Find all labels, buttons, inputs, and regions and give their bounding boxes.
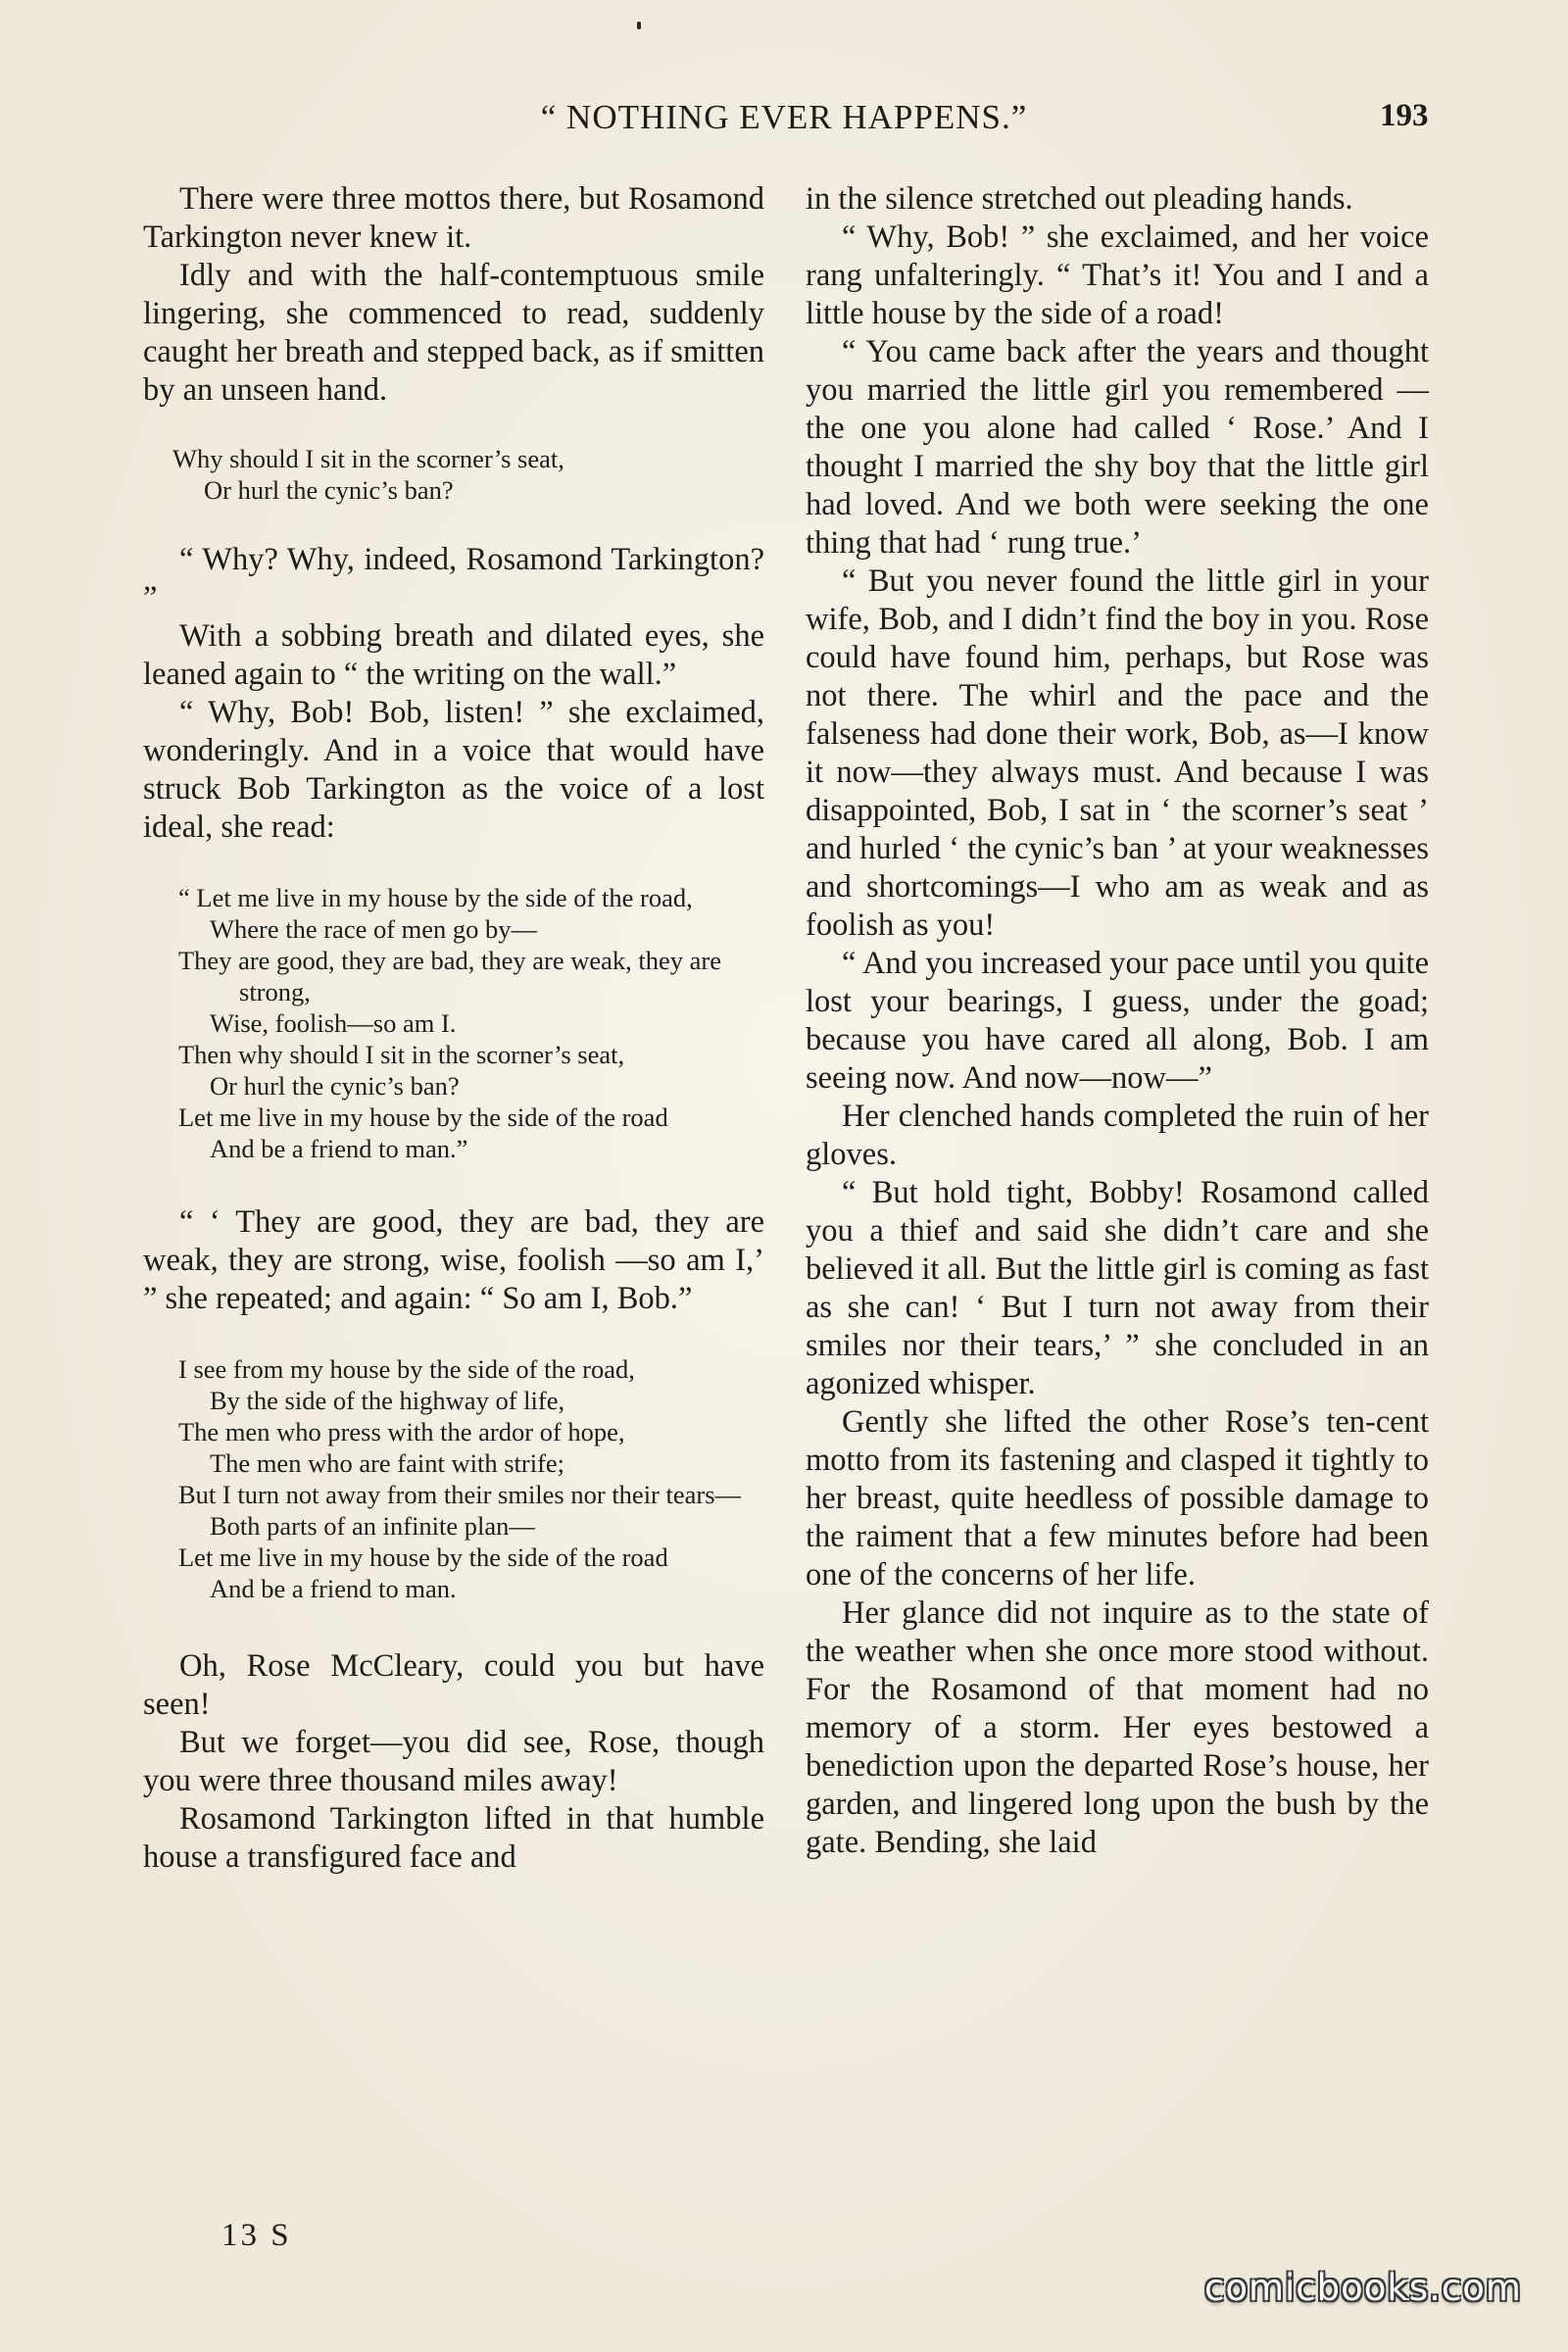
ink-speck <box>637 22 641 29</box>
paragraph: “ Why? Why, indeed, Rosamond Tarkington? ” <box>143 542 764 615</box>
verse-excerpt <box>143 443 764 506</box>
verse-line: Or hurl the cynic’s ban? <box>204 475 454 505</box>
paragraph: “ And you increased your pace until you quite lost your bearings, I guess, under the goad; because you have cared all along, Bob. I am seeing now. And now—now—” <box>806 946 1429 1096</box>
paragraph: Rosamond Tarkington lifted in that humble house a transfigured face and <box>143 1801 764 1875</box>
running-head-title: “ NOTHING EVER HAPPENS.” <box>540 98 1028 136</box>
verse-line: Then why should I sit in the scorner’s seat, <box>178 1040 625 1069</box>
paragraph: “ You came back after the years and thought you married the little girl you remembered — the one you alone had called ‘ Rose.’ And I thought I married the shy boy that the little girl had loved. And we both were seeking the one thing that had ‘ rung true.’ <box>806 334 1429 561</box>
left-column <box>143 180 764 1877</box>
verse-line: Let me live in my house by the side of the road <box>178 1102 668 1132</box>
verse-line: Both parts of an infinite plan— <box>210 1511 535 1541</box>
verse-line: And be a friend to man. <box>210 1574 457 1603</box>
paragraph: With a sobbing breath and dilated eyes, she leaned again to “ the writing on the wall.” <box>143 618 764 692</box>
site-watermark: comicbooks.com <box>1204 2267 1522 2309</box>
verse-line: But I turn not away from their smiles nor their tears— <box>178 1480 742 1509</box>
verse-line: Let me live in my house by the side of the road <box>178 1543 668 1572</box>
page-number: 193 <box>1380 98 1429 133</box>
verse-line: And be a friend to man.” <box>210 1134 468 1163</box>
verse-line: Wise, foolish—so am I. <box>210 1008 457 1038</box>
verse-line: I see from my house by the side of the road, <box>178 1354 635 1384</box>
verse-line: Where the race of men go by— <box>210 914 538 944</box>
paragraph: There were three mottos there, but Rosamond Tarkington never knew it. <box>143 181 764 255</box>
paragraph: Her clenched hands completed the ruin of her gloves. <box>806 1099 1429 1172</box>
paragraph: Gently she lifted the other Rose’s ten-cent motto from its fastening and clasped it tightly to her breast, quite heedless of possible damage to the raiment that a few minutes before had been one of the concerns of her life. <box>806 1404 1429 1592</box>
paragraph: “ Why, Bob! Bob, listen! ” she exclaimed, wonderingly. And in a voice that would have struck Bob Tarkington as the voice of a lost ideal, she read: <box>143 695 764 845</box>
paragraph: But we forget—you did see, Rose, though you were three thousand miles away! <box>143 1725 764 1798</box>
verse-line: Or hurl the cynic’s ban? <box>210 1071 460 1101</box>
verse-line: “ Let me live in my house by the side of the road, <box>178 883 693 912</box>
paragraph: Oh, Rose McCleary, could you but have seen! <box>143 1648 764 1722</box>
verse-line: By the side of the highway of life, <box>210 1386 565 1415</box>
verse-line: The men who press with the ardor of hope, <box>178 1417 625 1446</box>
printer-signature-mark: 13 S <box>221 2218 292 2253</box>
paragraph: “ Why, Bob! ” she exclaimed, and her voice rang unfalteringly. “ That’s it! You and I and a little house by the side of a road! <box>806 220 1429 331</box>
poem <box>143 882 764 1164</box>
paragraph: “ ‘ They are good, they are bad, they are weak, they are strong, wise, foolish —so am I,’ ” she repeated; and again: “ So am I, Bob.” <box>143 1204 764 1316</box>
paragraph: Idly and with the half-contemptuous smile lingering, she commenced to read, suddenly caught her breath and stepped back, as if smitten by an unseen hand. <box>143 258 764 408</box>
paragraph: “ But you never found the little girl in your wife, Bob, and I didn’t find the boy in you. Rose could have found him, perhaps, but Rose was not there. The whirl and the pace and the falseness had done their work, Bob, as—I know it now—they always must. And because I was disappointed, Bob, I sat in ‘ the scorner’s seat ’ and hurled ‘ the cynic’s ban ’ at your weaknesses and shortcomings—I who am as weak and as foolish as you! <box>806 564 1429 943</box>
verse-line: Why should I sit in the scorner’s seat, <box>172 444 564 473</box>
verse-line: They are good, they are bad, they are weak, they are strong, <box>178 946 722 1006</box>
paragraph: “ But hold tight, Bobby! Rosamond called you a thief and said she didn’t care and she believed it all. But the little girl is coming as fast as she can! ‘ But I turn not away from their smiles nor their tears,’ ” she concluded in an agonized whisper. <box>806 1175 1429 1401</box>
poem <box>143 1353 764 1604</box>
right-column <box>806 180 1429 1862</box>
paragraph: in the silence stretched out pleading hands. <box>806 181 1353 217</box>
verse-line: The men who are faint with strife; <box>210 1448 565 1478</box>
paragraph: Her glance did not inquire as to the state of the weather when she once more stood without. For the Rosamond of that moment had no memory of a storm. Her eyes bestowed a benediction upon the departed Rose’s house, her garden, and lingered long upon the bush by the gate. Bending, she laid <box>806 1595 1429 1860</box>
